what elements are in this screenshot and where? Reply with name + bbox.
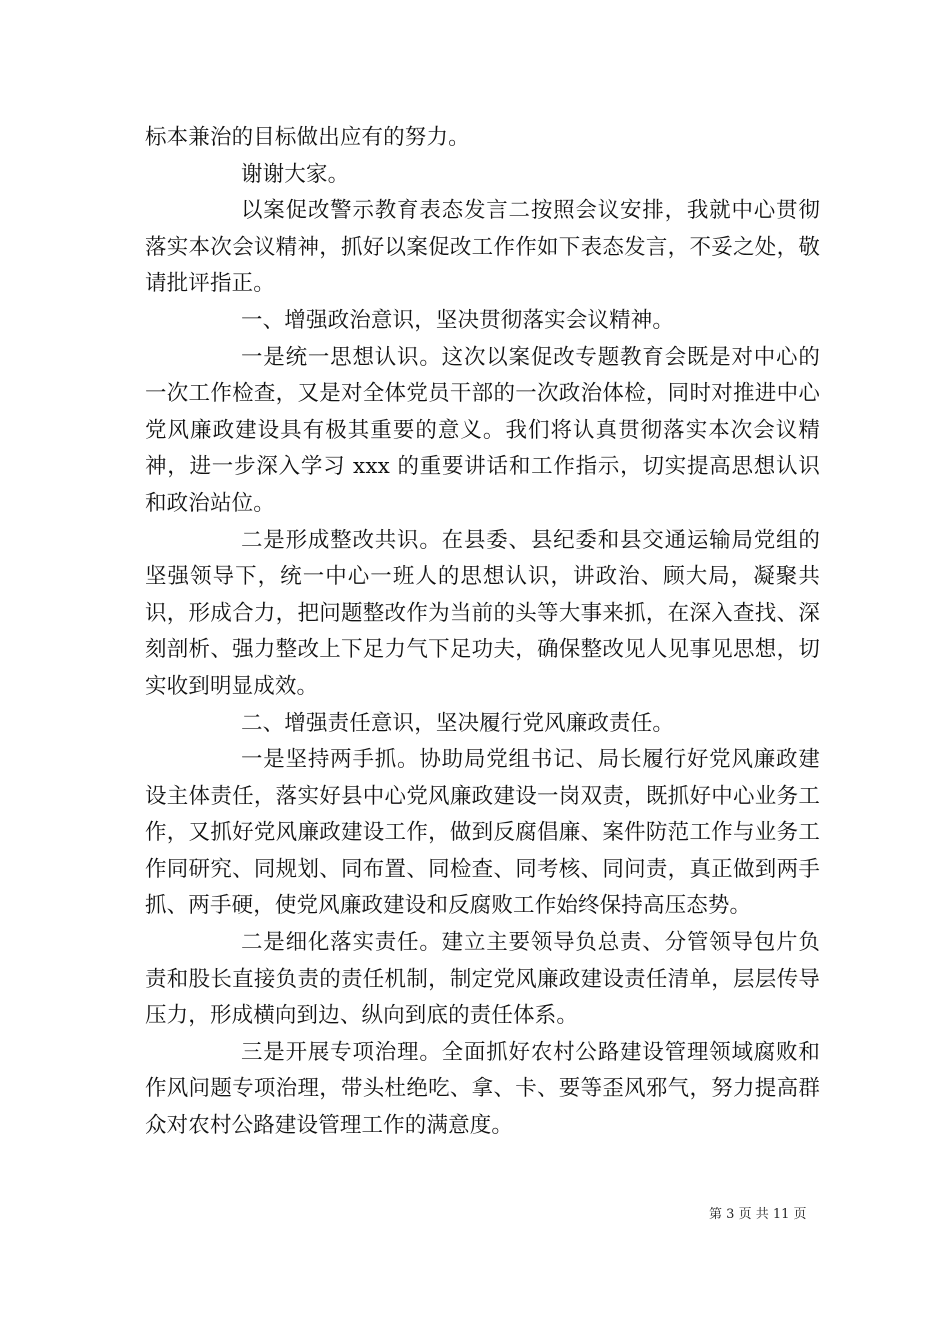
section-heading-1: 一、增强政治意识，坚决贯彻落实会议精神。 [241,307,675,333]
paragraph-rectification-consensus: 二是形成整改共识。在县委、县纪委和县交通运输局党组的坚强领导下，统一中心一班人的思想认识，讲政治、顾大局，凝聚共识，形成合力，把问题整改作为当前的头等大事来抓，在深入查找、深刻剖析、强力整改上下足力气下足功夫，确保整改见人见事见思想，切实收到明显成效。 [145,527,820,699]
footer-suffix: 页 [793,1207,807,1222]
paragraph-intro: 以案促改警示教育表态发言二按照会议安排，我就中心贯彻落实本次会议精神，抓好以案促改工作作如下表态发言，不妥之处，敬请批评指正。 [145,198,820,297]
paragraph-continuation: 标本兼治的目标做出应有的努力。 [145,125,470,150]
page-number-footer [709,1203,807,1222]
paragraph-refine-responsibility: 二是细化落实责任。建立主要领导负总责、分管领导包片负责和股长直接负责的责任机制，制定党风廉政建设责任清单，层层传导压力，形成横向到边、纵向到底的责任体系。 [145,930,820,1029]
footer-prefix: 第 [709,1207,723,1222]
paragraph-two-hands: 一是坚持两手抓。协助局党组书记、局长履行好党风廉政建设主体责任，落实好县中心党风廉政建设一岗双责，既抓好中心业务工作，又抓好党风廉政建设工作，做到反腐倡廉、案件防范工作与业务工作同研究、同规划、同布置、同检查、同考核、同问责，真正做到两手抓、两手硬，使党风廉政建设和反腐败工作始终保持高压态势。 [145,747,820,919]
paragraph-thanks: 谢谢大家。 [241,161,350,187]
paragraph-special-governance: 三是开展专项治理。全面抓好农村公路建设管理领域腐败和作风问题专项治理，带头杜绝吃、拿、卡、要等歪风邪气，努力提高群众对农村公路建设管理工作的满意度。 [145,1039,820,1139]
footer-total-pages: 11 [772,1207,790,1222]
footer-current-page: 3 [726,1207,735,1222]
document-body [145,120,820,1145]
footer-middle: 页 共 [738,1207,769,1222]
section-heading-2: 二、增强责任意识，坚决履行党风廉政责任。 [241,710,675,736]
paragraph-unify-thinking: 一是统一思想认识。这次以案促改专题教育会既是对中心的一次工作检查，又是对全体党员干部的一次政治体检，同时对推进中心党风廉政建设具有极其重要的意义。我们将认真贯彻落实本次会议精神，进一步深入学习 xxx 的重要讲话和工作指示，切实提高思想认识和政治站位。 [145,344,820,516]
